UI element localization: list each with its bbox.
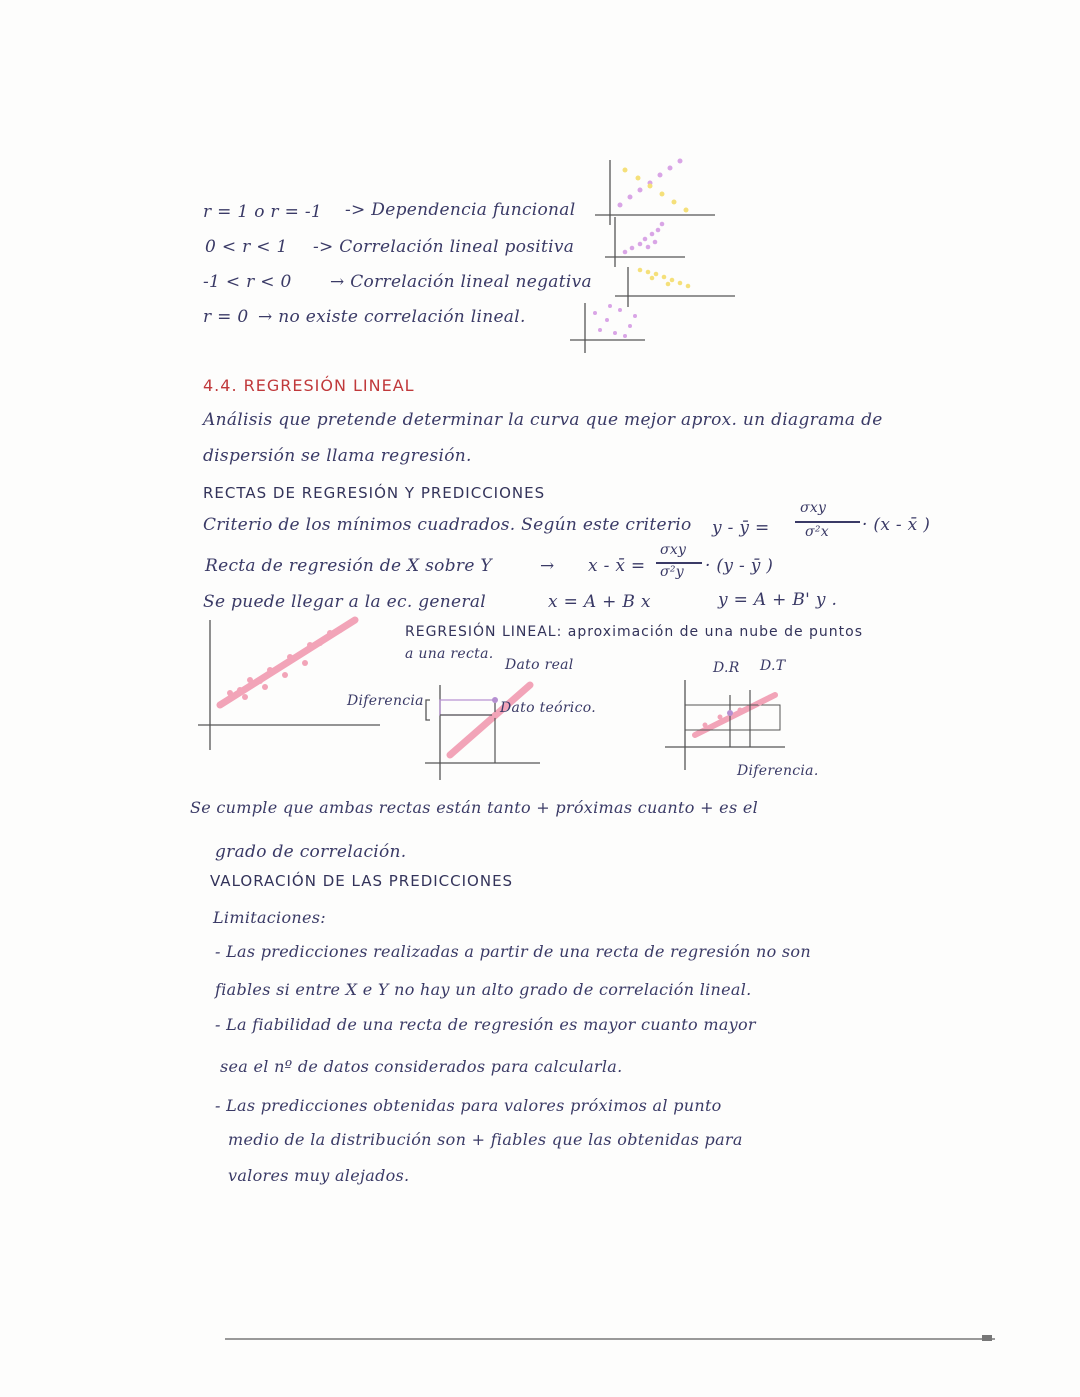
label-diferencia-right: Diferencia. (737, 763, 819, 779)
case-2-condition: 0 < r < 1 (205, 237, 288, 257)
limitacion-1-line-2: fiables si entre X e Y no hay un alto grado de correlación lineal. (215, 980, 752, 999)
note-line-1: Se cumple que ambas rectas están tanto + próximas cuanto + es el (190, 798, 759, 817)
case-1-condition: r = 1 o r = -1 (203, 202, 322, 222)
regression-scatter-plot (195, 615, 385, 755)
subheading-rectas: RECTAS DE REGRESIÓN Y PREDICCIONES (203, 484, 546, 502)
formula-y-den: σ²x (805, 524, 829, 540)
bottom-mark (982, 1335, 992, 1341)
formula-y-rhs: · (x - x̄ ) (862, 515, 931, 535)
recta-x-text: Recta de regresión de X sobre Y (205, 556, 492, 576)
formula-x-rhs: · (y - ȳ ) (705, 556, 774, 576)
formula-y-lhs: y - ȳ = (712, 518, 770, 538)
case-2-meaning: -> Correlación lineal positiva (313, 237, 575, 257)
limitaciones-label: Limitaciones: (213, 908, 326, 927)
label-dt: D.T (760, 658, 786, 674)
limitacion-2-line-1: - La fiabilidad de una recta de regresión es mayor cuanto mayor (215, 1015, 756, 1034)
mini-scatter-none (565, 298, 655, 358)
section-title: 4.4. REGRESIÓN LINEAL (203, 376, 415, 395)
regresion-def-line-1: REGRESIÓN LINEAL: aproximación de una nube de puntos (405, 624, 864, 640)
bottom-rule (225, 1338, 995, 1340)
ecuacion-general-text: Se puede llegar a la ec. general (203, 592, 486, 612)
intro-line-1: Análisis que pretende determinar la curva que mejor aprox. un diagrama de (203, 410, 883, 430)
formula-x-den: σ²y (660, 564, 684, 580)
formula-y-num: σxy (800, 500, 827, 516)
criterio-text: Criterio de los mínimos cuadrados. Según este criterio (203, 515, 692, 535)
limitacion-3-line-2: medio de la distribución son + fiables que las obtenidas para (228, 1130, 743, 1149)
case-4-condition: r = 0 (203, 307, 249, 327)
case-4-meaning: → no existe correlación lineal. (258, 307, 526, 327)
regresion-def-line-2: a una recta. (405, 646, 494, 662)
ecuacion-general-x: x = A + B x (548, 592, 651, 612)
formula-x-lhs: x - x̄ = (588, 556, 646, 576)
intro-line-2: dispersión se llama regresión. (203, 446, 472, 466)
recta-x-arrow: → (540, 556, 555, 576)
dr-dt-diagram (660, 675, 790, 775)
limitacion-2-line-2: sea el nº de datos considerados para calcularla. (220, 1057, 623, 1076)
case-1-meaning: -> Dependencia funcional (345, 200, 576, 220)
subheading-valoracion: VALORACIÓN DE LAS PREDICCIONES (210, 872, 514, 890)
case-3-meaning: → Correlación lineal negativa (330, 272, 592, 292)
label-dr: D.R (713, 660, 740, 676)
limitacion-1-line-1: - Las predicciones realizadas a partir de una recta de regresión no son (215, 942, 811, 961)
formula-y-fraction-bar (795, 521, 860, 523)
label-dato-teorico: Dato teórico. (500, 700, 596, 716)
ecuacion-general-y: y = A + B' y . (718, 590, 838, 610)
limitacion-3-line-3: valores muy alejados. (228, 1166, 410, 1185)
case-3-condition: -1 < r < 0 (203, 272, 292, 292)
label-dato-real: Dato real (505, 657, 574, 673)
formula-x-num: σxy (660, 542, 687, 558)
label-diferencia-left: Diferencia (347, 693, 424, 709)
note-line-2: grado de correlación. (215, 842, 407, 862)
limitacion-3-line-1: - Las predicciones obtenidas para valores próximos al punto (215, 1096, 722, 1115)
difference-diagram (410, 665, 560, 785)
